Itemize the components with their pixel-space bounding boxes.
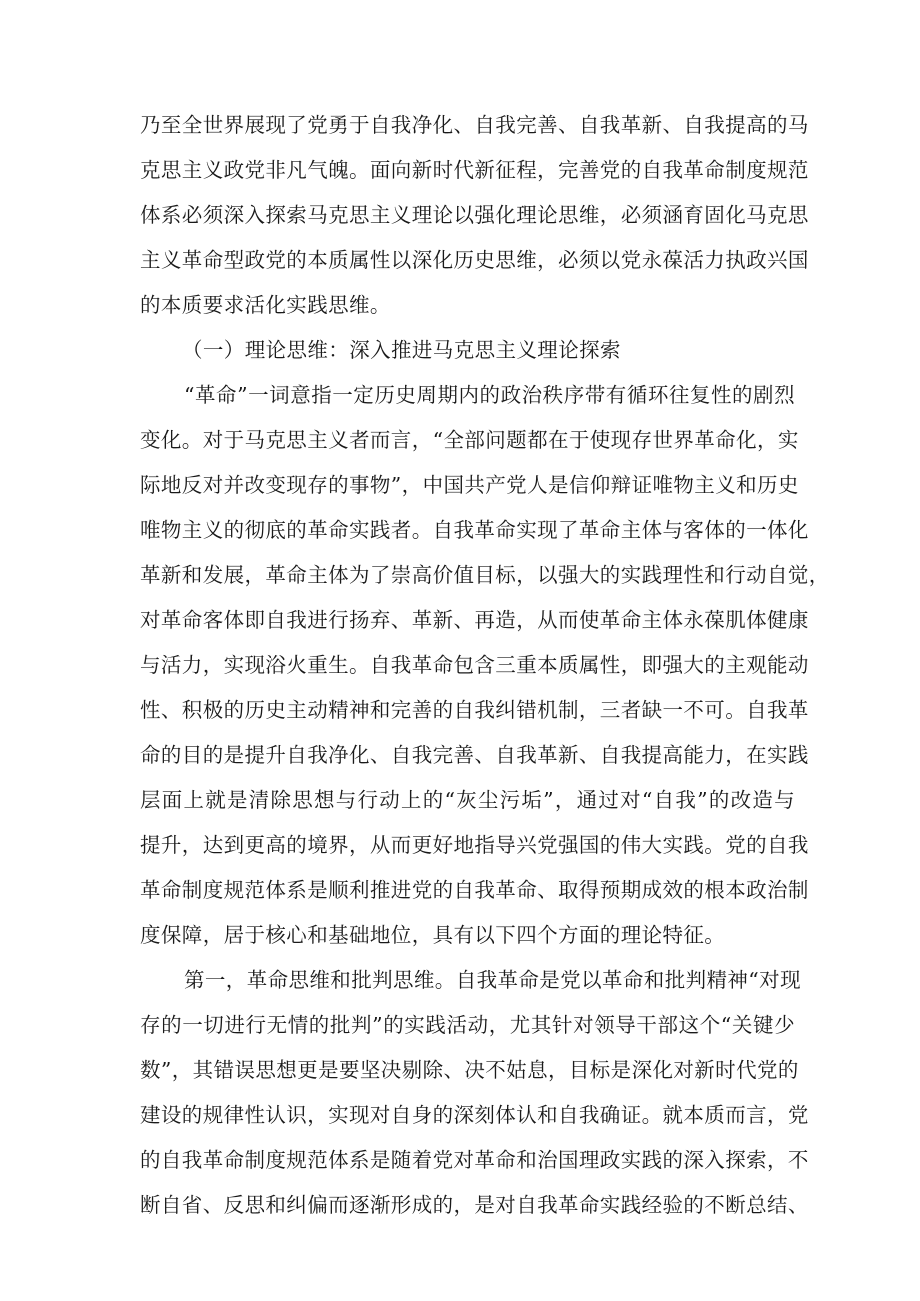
paragraph-line: 唯物主义的彻底的革命实践者。自我革命实现了革命主体与客体的一体化 (140, 518, 809, 542)
paragraph-line: 建设的规律性认识，实现对自身的深刻体认和自我确证。就本质而言，党 (140, 1103, 809, 1127)
paragraph-line: “革命”一词意指一定历史周期内的政治秩序带有循环往复性的剧烈 (184, 383, 795, 407)
paragraph-line: 体系必须深入探索马克思主义理论以强化理论思维，必须涵育固化马克思 (140, 203, 809, 227)
paragraph-line: 主义革命型政党的本质属性以深化历史思维，必须以党永葆活力执政兴国 (140, 248, 809, 272)
paragraph-line: 第一，革命思维和批判思维。自我革命是党以革命和批判精神“对现 (184, 968, 801, 992)
paragraph-line: 革命制度规范体系是顺利推进党的自我革命、取得预期成效的根本政治制 (140, 878, 809, 902)
section-heading: （一）理论思维：深入推进马克思主义理论探索 (182, 338, 621, 362)
paragraph-line: 度保障，居于核心和基础地位，具有以下四个方面的理论特征。 (140, 923, 726, 947)
paragraph-line: 对革命客体即自我进行扬弃、革新、再造，从而使革命主体永葆肌体健康 (140, 608, 809, 632)
paragraph-line: 克思主义政党非凡气魄。面向新时代新征程，完善党的自我革命制度规范 (140, 158, 809, 182)
paragraph-line: 变化。对于马克思主义者而言，“全部问题都在于使现存世界革命化，实 (140, 428, 799, 452)
paragraph-line: 数”，其错误思想更是要坚决剔除、决不姑息，目标是深化对新时代党的 (140, 1058, 799, 1082)
paragraph-line: 际地反对并改变现存的事物”，中国共产党人是信仰辩证唯物主义和历史 (140, 473, 799, 497)
paragraph-line: 层面上就是清除思想与行动上的“灰尘污垢”，通过对“自我”的改造与 (140, 788, 795, 812)
paragraph-line: 断自省、反思和纠偏而逐渐形成的，是对自我革命实践经验的不断总结、 (140, 1193, 809, 1217)
paragraph-line: 命的目的是提升自我净化、自我完善、自我革新、自我提高能力，在实践 (140, 743, 809, 767)
paragraph-line: 存的一切进行无情的批判”的实践活动，尤其针对领导干部这个“关键少 (140, 1013, 795, 1037)
paragraph-line: 性、积极的历史主动精神和完善的自我纠错机制，三者缺一不可。自我革 (140, 698, 809, 722)
paragraph-line: 的自我革命制度规范体系是随着党对革命和治国理政实践的深入探索，不 (140, 1148, 809, 1172)
paragraph-line: 乃至全世界展现了党勇于自我净化、自我完善、自我革新、自我提高的马 (140, 113, 809, 137)
paragraph-line: 与活力，实现浴火重生。自我革命包含三重本质属性，即强大的主观能动 (140, 653, 809, 677)
paragraph-line: 革新和发展，革命主体为了崇高价值目标，以强大的实践理性和行动自觉， (140, 563, 830, 587)
paragraph-line: 提升，达到更高的境界，从而更好地指导兴党强国的伟大实践。党的自我 (140, 833, 809, 857)
paragraph-line: 的本质要求活化实践思维。 (140, 293, 391, 317)
